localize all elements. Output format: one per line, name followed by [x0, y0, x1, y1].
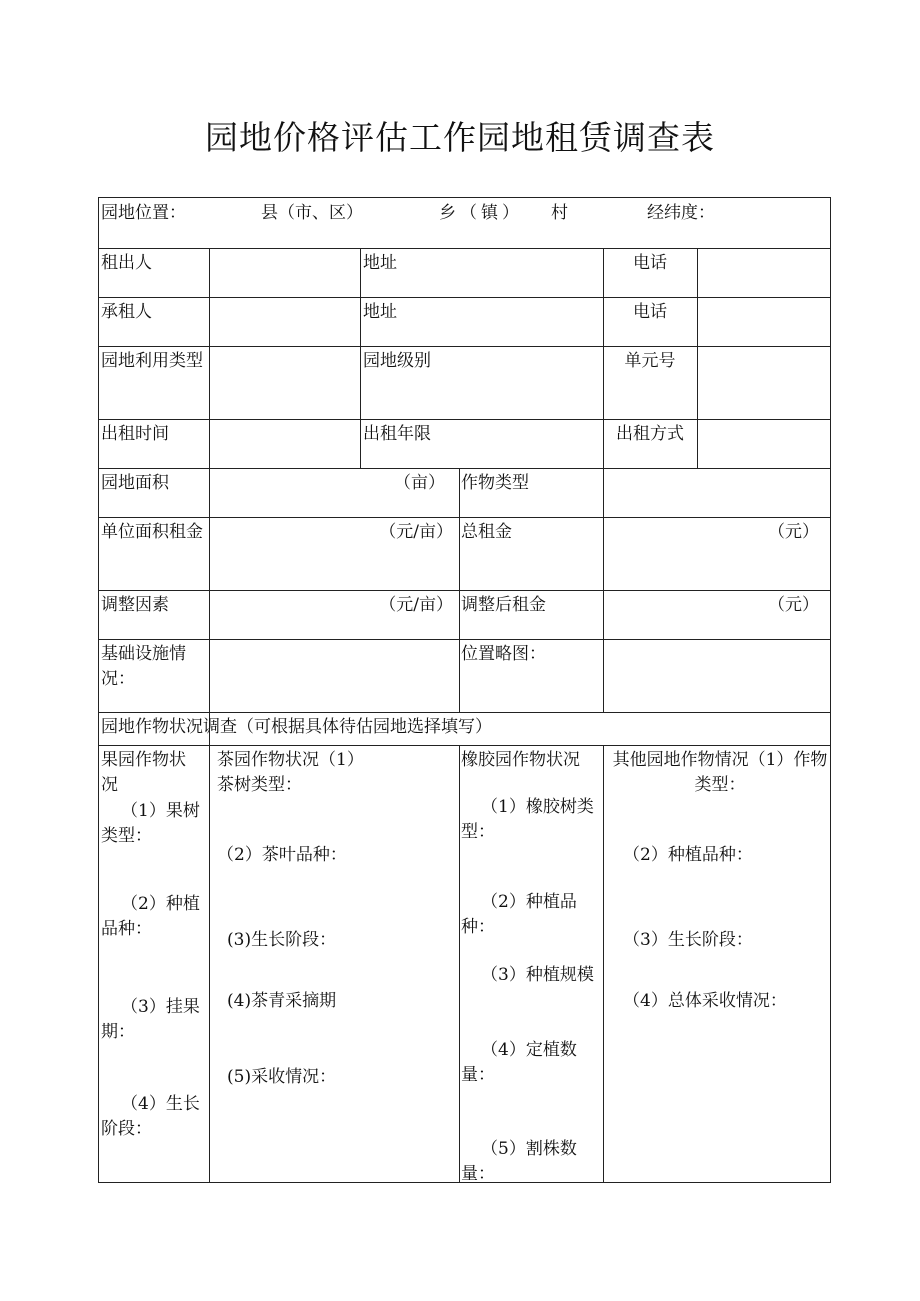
sketch-label: 位置略图：: [461, 644, 546, 664]
tea-item: (4)茶青采摘期: [227, 991, 337, 1011]
col-divider: [697, 248, 698, 469]
adjust-label: 调整因素: [101, 595, 169, 615]
lessor-label: 租出人: [101, 253, 152, 273]
crop-type-label: 作物类型: [461, 473, 529, 493]
col-divider: [603, 745, 604, 1182]
col-divider: [360, 248, 361, 469]
area-label: 园地面积: [101, 473, 169, 493]
usage-type-label: 园地利用类型: [101, 351, 203, 371]
col-divider: [459, 468, 460, 712]
coordinates-label: 经纬度：: [647, 203, 715, 223]
adjusted-rent-label: 调整后租金: [461, 595, 546, 615]
other-title: 其他园地作物情况（1）作物类型：: [612, 750, 828, 795]
tea-item: (5)采收情况：: [227, 1067, 337, 1087]
rubber-item: （1）橡胶树类型：: [461, 797, 594, 842]
survey-heading: 园地作物状况调查（可根据具体待估园地选择填写）: [101, 717, 492, 737]
rubber-item: （5）割株数量：: [461, 1139, 577, 1184]
lessee-label: 承租人: [101, 302, 152, 322]
total-rent-unit: （元）: [768, 522, 819, 542]
county-label: 县（市、区）: [261, 203, 363, 223]
lease-survey-form: [98, 197, 831, 1183]
rubber-item: （3）种植规模: [481, 965, 594, 985]
lessee-address-label: 地址: [363, 302, 397, 322]
rubber-item: （4）定植数量：: [461, 1040, 577, 1085]
other-item: （4）总体采收情况：: [623, 991, 787, 1011]
lease-method-label: 出租方式: [616, 424, 684, 444]
location-label: 园地位置：: [101, 203, 186, 223]
infrastructure-label: 基础设施情况：: [101, 644, 186, 689]
area-unit: （亩）: [394, 473, 445, 493]
total-rent-label: 总租金: [461, 522, 512, 542]
rubber-item: （2）种植品种：: [461, 892, 577, 937]
lessor-phone-label: 电话: [633, 253, 667, 273]
unit-rent-unit: （元/亩）: [379, 522, 453, 542]
orchard-item: （1）果树类型：: [101, 801, 200, 846]
tea-title: 茶园作物状况（1）茶树类型：: [217, 750, 364, 795]
grade-label: 园地级别: [363, 351, 431, 371]
township-label: 乡（镇）: [439, 203, 523, 223]
other-item: （2）种植品种：: [623, 845, 753, 865]
other-item: （3）生长阶段：: [623, 930, 753, 950]
adjusted-rent-unit: （元）: [768, 595, 819, 615]
village-label: 村: [551, 203, 568, 223]
page-title: 园地价格评估工作园地租赁调查表: [205, 118, 715, 157]
tea-item: (3)生长阶段：: [227, 930, 337, 950]
lease-term-label: 出租年限: [363, 424, 431, 444]
lease-time-label: 出租时间: [101, 424, 169, 444]
orchard-item: （4）生长阶段：: [101, 1094, 200, 1139]
unit-no-label: 单元号: [624, 351, 676, 371]
col-divider: [459, 745, 460, 1182]
orchard-title: 果园作物状况: [101, 750, 186, 795]
orchard-item: （2）种植品种：: [101, 894, 200, 939]
rubber-title: 橡胶园作物状况: [461, 750, 580, 770]
lessor-address-label: 地址: [363, 253, 397, 273]
lessee-phone-label: 电话: [633, 302, 667, 322]
unit-rent-label: 单位面积租金: [101, 522, 203, 542]
adjust-unit: （元/亩）: [379, 595, 453, 615]
tea-item: （2）茶叶品种：: [217, 845, 347, 865]
orchard-item: （3）挂果期：: [101, 997, 200, 1042]
